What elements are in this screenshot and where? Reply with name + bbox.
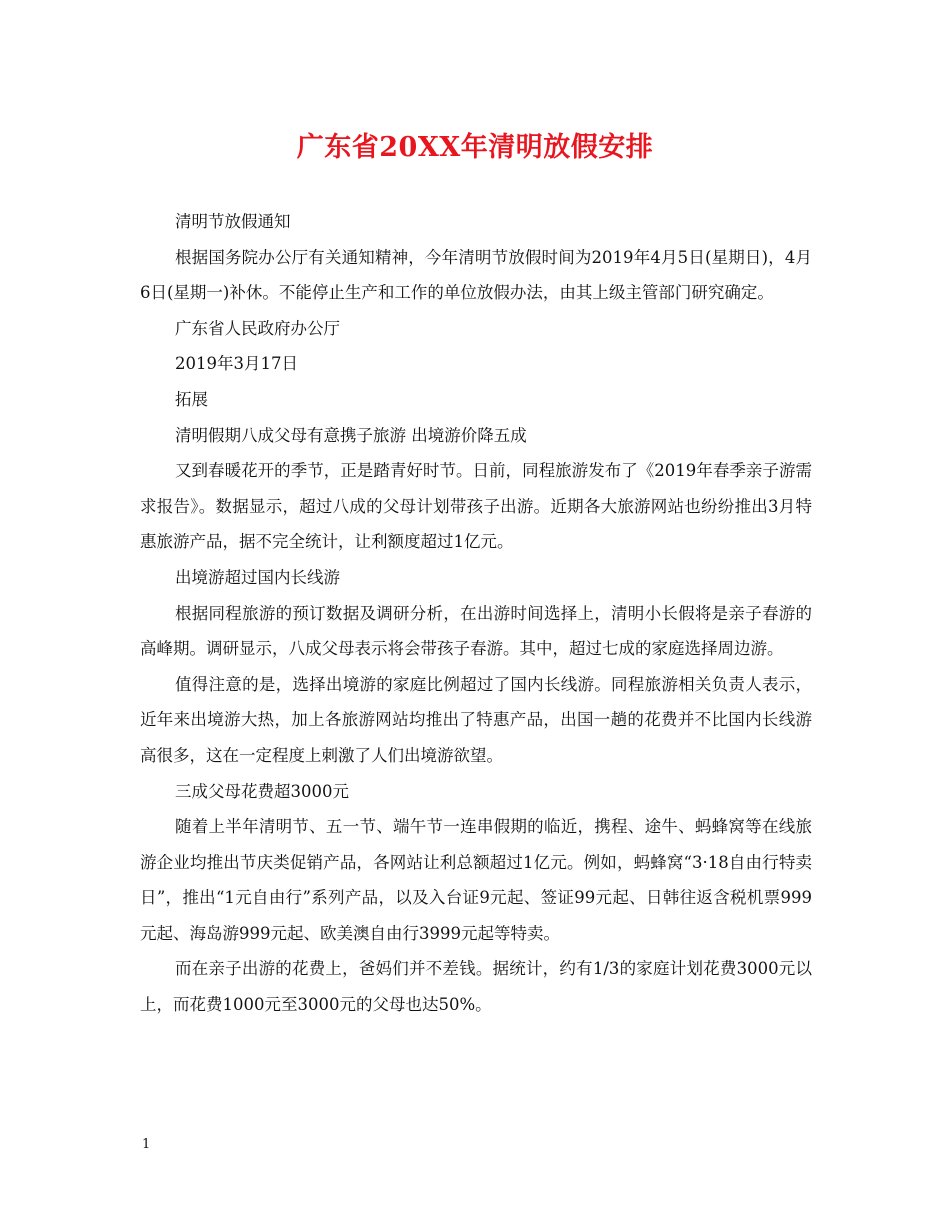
- paragraph-outbound-trend: 值得注意的是，选择出境游的家庭比例超过了国内长线游。同程旅游相关负责人表示，近年来出境游大热，加上各旅游网站均推出了特惠产品，出国一趟的花费并不比国内长线游高很多，这在一定程度上刺激了人们出境游欲望。: [140, 674, 812, 765]
- document-body: [140, 204, 812, 1023]
- paragraph-extension-label: 拓展: [175, 389, 208, 409]
- paragraph-notice-heading: 清明节放假通知: [175, 212, 291, 231]
- paragraph-notice-content: 根据国务院办公厅有关通知精神，今年清明节放假时间为2019年4月5日(星期日)，4月6日(星期一)补休。不能停止生产和工作的单位放假办法，由其上级主管部门研究确定。: [140, 247, 812, 303]
- page-number: 1: [142, 1137, 151, 1152]
- paragraph-article-intro: 又到春暖花开的季节，正是踏青好时节。日前，同程旅游发布了《2019年春季亲子游需求报告》。数据显示，超过八成的父母计划带孩子出游。近期各大旅游网站也纷纷推出3月特惠旅游产品，据不完全统计，让利额度超过1亿元。: [140, 461, 812, 552]
- paragraph-booking-analysis: 根据同程旅游的预订数据及调研分析，在出游时间选择上，清明小长假将是亲子春游的高峰期。调研显示，八成父母表示将会带孩子春游。其中，超过七成的家庭选择周边游。: [140, 603, 812, 659]
- paragraph-article-headline: 清明假期八成父母有意携子旅游 出境游价降五成: [175, 425, 527, 445]
- paragraph-promotions: 随着上半年清明节、五一节、端午节一连串假期的临近，携程、途牛、蚂蜂窝等在线旅游企业均推出节庆类促销产品，各网站让利总额超过1亿元。例如，蚂蜂窝“3·18自由行特卖日”，推出“1元自由行”系列产品，以及入台证9元起、签证99元起、日韩往返含税机票999元起、海岛游999元起、欧美澳自由行3999元起等特卖。: [140, 817, 812, 943]
- paragraph-subheading-spending: 三成父母花费超3000元: [175, 781, 349, 801]
- paragraph-subheading-outbound: 出境游超过国内长线游: [175, 567, 340, 587]
- paragraph-spending-stats: 而在亲子出游的花费上，爸妈们并不差钱。据统计，约有1/3的家庭计划花费3000元以上，而花费1000元至3000元的父母也达50%。: [140, 959, 812, 1015]
- paragraph-issuer: 广东省人民政府办公厅: [175, 318, 340, 338]
- paragraph-date: 2019年3月17日: [175, 354, 298, 374]
- document-title: 广东省20XX年清明放假安排: [296, 132, 654, 163]
